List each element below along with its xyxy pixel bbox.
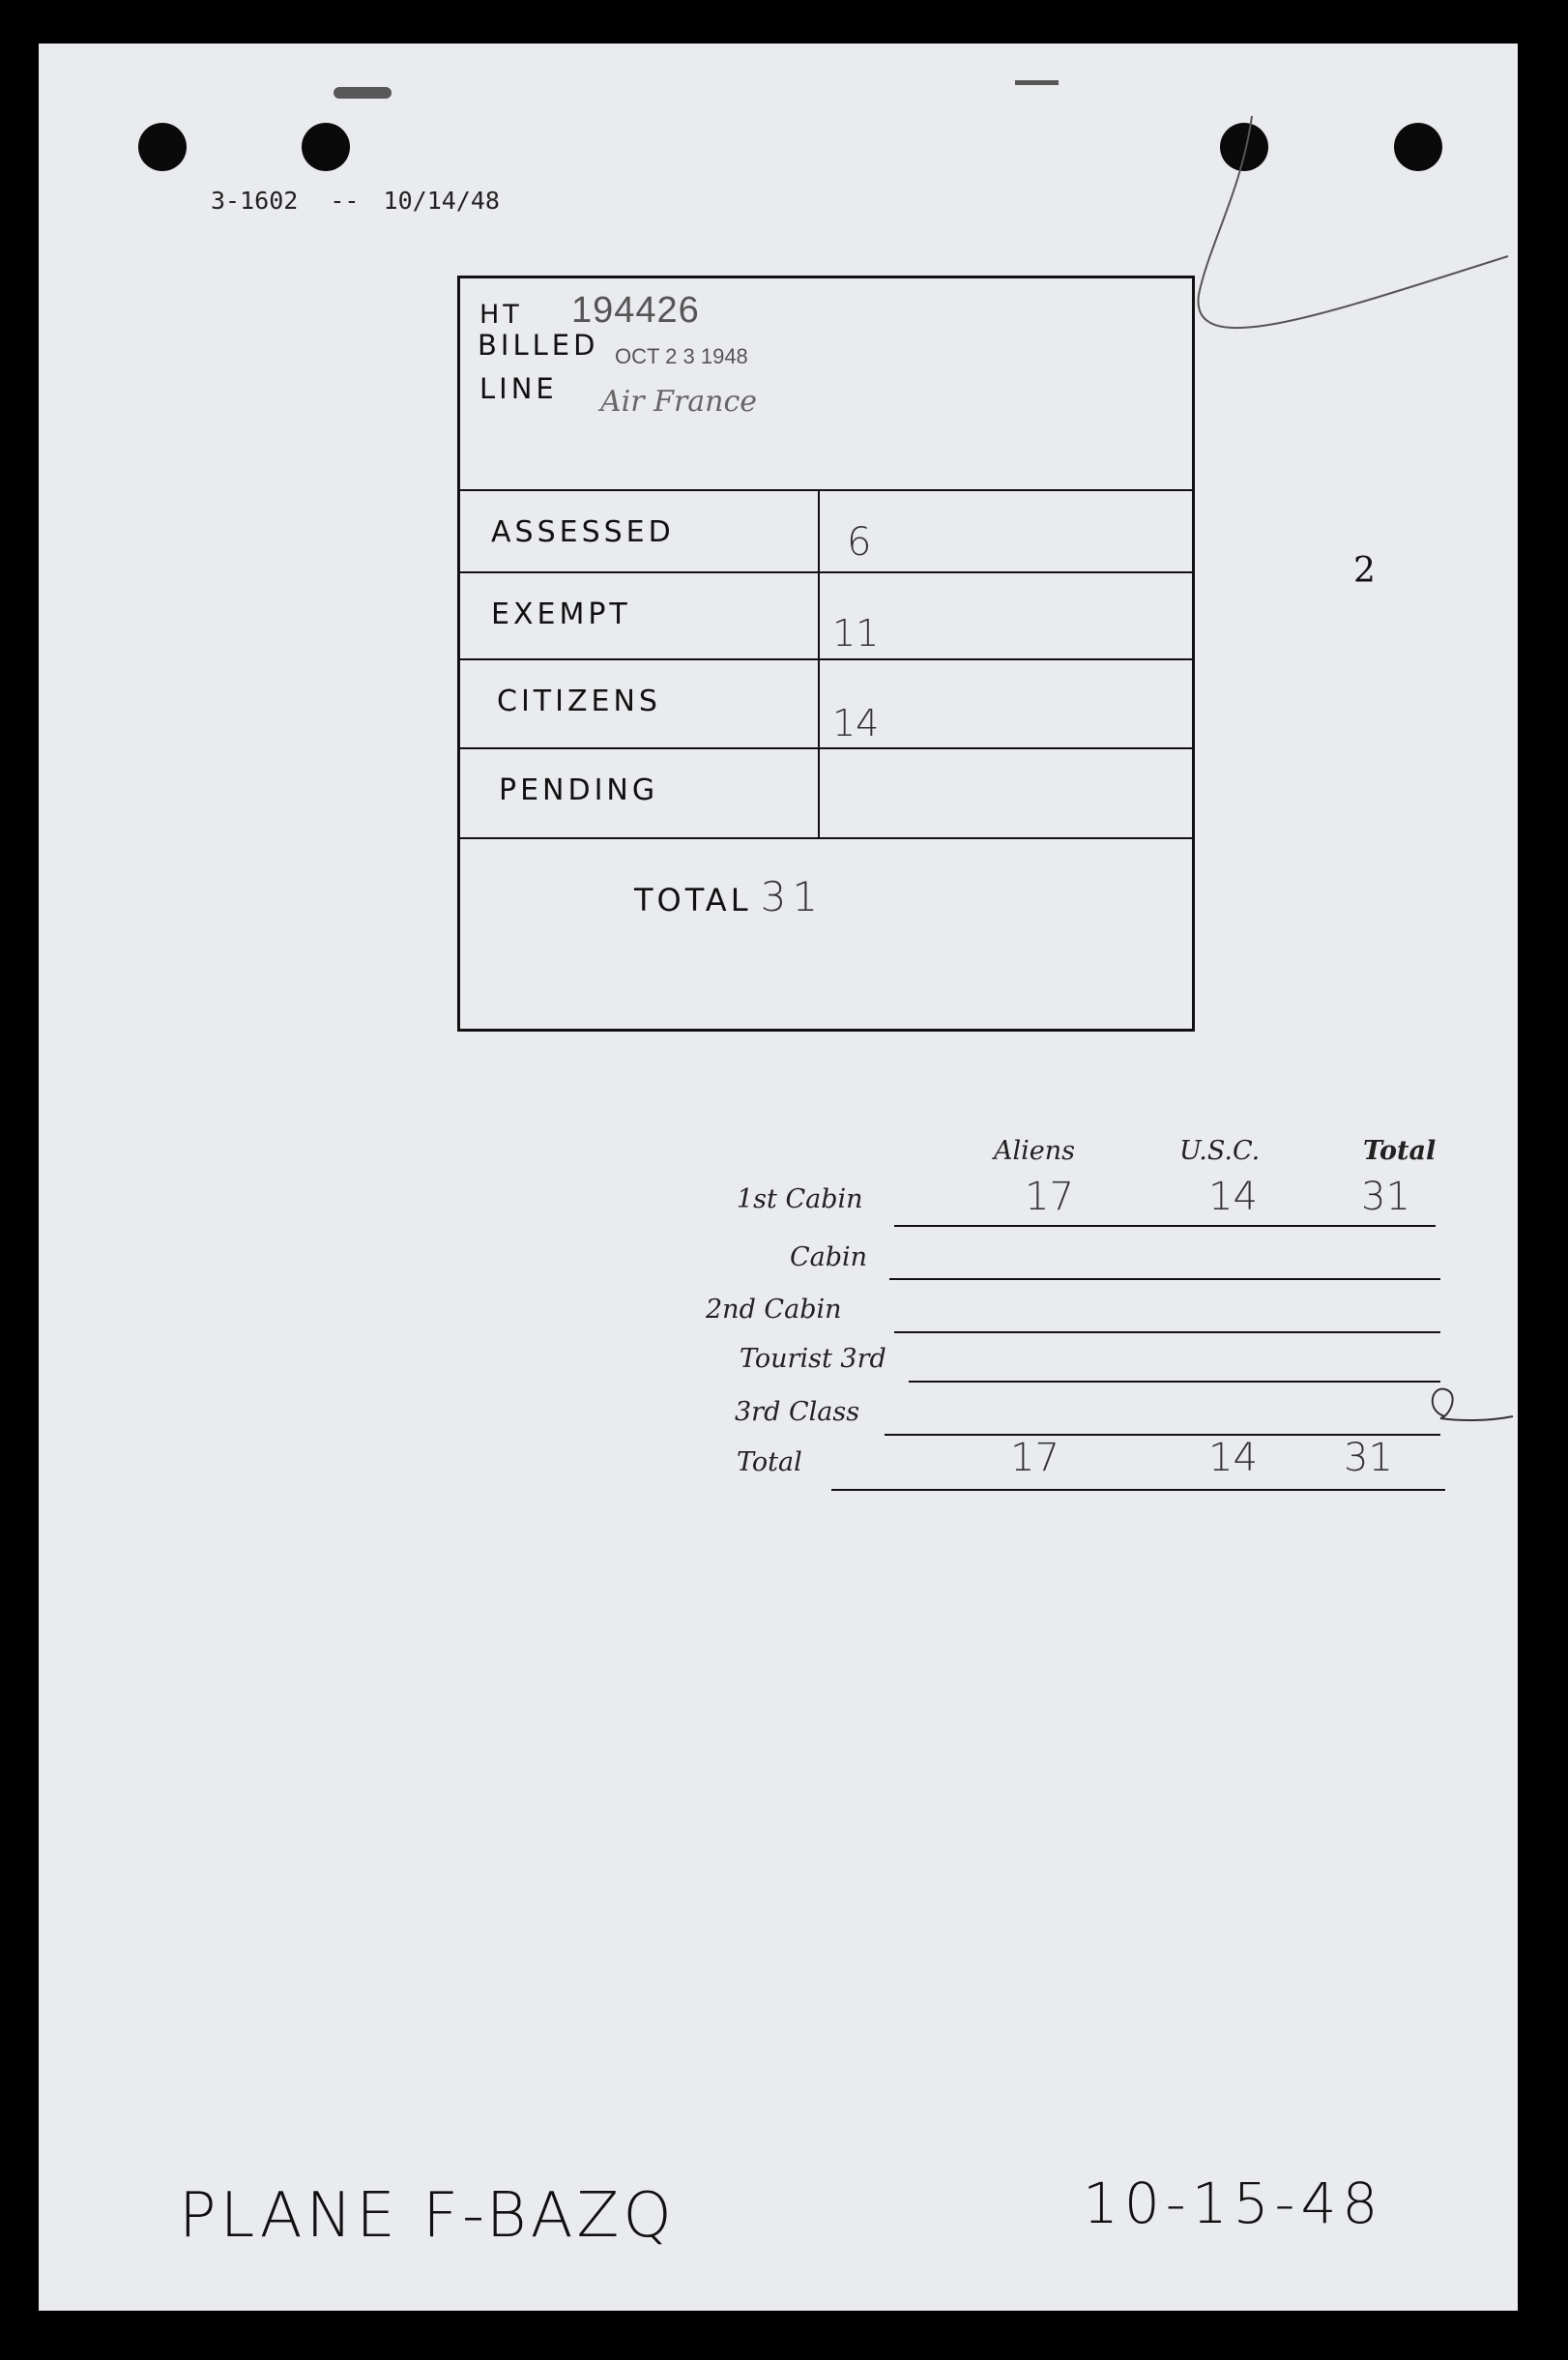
row-rule — [889, 1278, 1440, 1280]
document-page — [39, 44, 1518, 2311]
row-rule — [909, 1381, 1440, 1383]
row-label: Total — [737, 1447, 802, 1477]
ht-label: HT — [479, 300, 523, 330]
row-label: Tourist 3rd — [740, 1344, 886, 1374]
manifest-form-box — [457, 276, 1195, 1032]
row-label: 2nd Cabin — [706, 1295, 842, 1325]
punch-hole-1 — [138, 123, 187, 171]
form-row-divider — [460, 837, 1192, 839]
form-row-divider — [460, 747, 1192, 749]
line-label: LINE — [479, 372, 558, 405]
row-usc-value: 14 — [1208, 1436, 1258, 1480]
file-ref-number: 3-1602 — [211, 187, 299, 215]
form-total — [634, 873, 824, 920]
row-total-value: 31 — [1361, 1175, 1410, 1219]
file-reference — [211, 187, 500, 215]
page-number: 2 — [1353, 551, 1376, 591]
ink-mark — [1015, 80, 1059, 85]
ht-number-stamp: 194426 — [571, 290, 700, 331]
exempt-value: 11 — [832, 612, 880, 655]
billed-label: BILLED — [478, 329, 599, 362]
header-usc: U.S.C. — [1179, 1136, 1261, 1166]
plane-registration: PLANE F-BAZQ — [179, 2180, 676, 2252]
footer-date: 10-15-48 — [1083, 2171, 1384, 2236]
row-label: 3rd Class — [735, 1397, 860, 1427]
line-value-handwritten: Air France — [600, 385, 758, 419]
citizens-value: 14 — [832, 702, 880, 744]
header-total: Total — [1363, 1136, 1437, 1166]
check-loop-mark — [1421, 1378, 1527, 1436]
row-aliens-value: 17 — [1010, 1436, 1060, 1480]
exempt-label: EXEMPT — [491, 597, 631, 631]
row-total-value: 31 — [1344, 1436, 1393, 1480]
punch-hole-2 — [302, 123, 350, 171]
pending-label: PENDING — [499, 773, 659, 807]
row-label: 1st Cabin — [737, 1184, 863, 1214]
row-label: Cabin — [790, 1242, 868, 1272]
ink-smudge — [334, 87, 392, 99]
pencil-curve-mark — [1150, 111, 1518, 401]
billed-date-stamp: OCT 2 3 1948 — [615, 344, 748, 368]
row-rule — [894, 1225, 1436, 1227]
file-ref-date: 10/14/48 — [383, 187, 500, 215]
form-row-divider — [460, 658, 1192, 660]
header-aliens: Aliens — [994, 1136, 1075, 1166]
form-column-divider — [818, 489, 820, 839]
assessed-label: ASSESSED — [491, 515, 675, 549]
row-usc-value: 14 — [1208, 1175, 1258, 1219]
form-total-label: TOTAL — [634, 882, 752, 918]
assessed-value: 6 — [847, 520, 872, 565]
file-ref-dash: -- — [330, 187, 360, 215]
row-rule — [831, 1489, 1445, 1491]
form-row-divider — [460, 571, 1192, 573]
row-rule — [894, 1331, 1440, 1333]
form-divider — [460, 489, 1192, 491]
citizens-label: CITIZENS — [497, 685, 661, 718]
row-aliens-value: 17 — [1025, 1175, 1074, 1219]
form-total-value: 31 — [760, 873, 825, 920]
